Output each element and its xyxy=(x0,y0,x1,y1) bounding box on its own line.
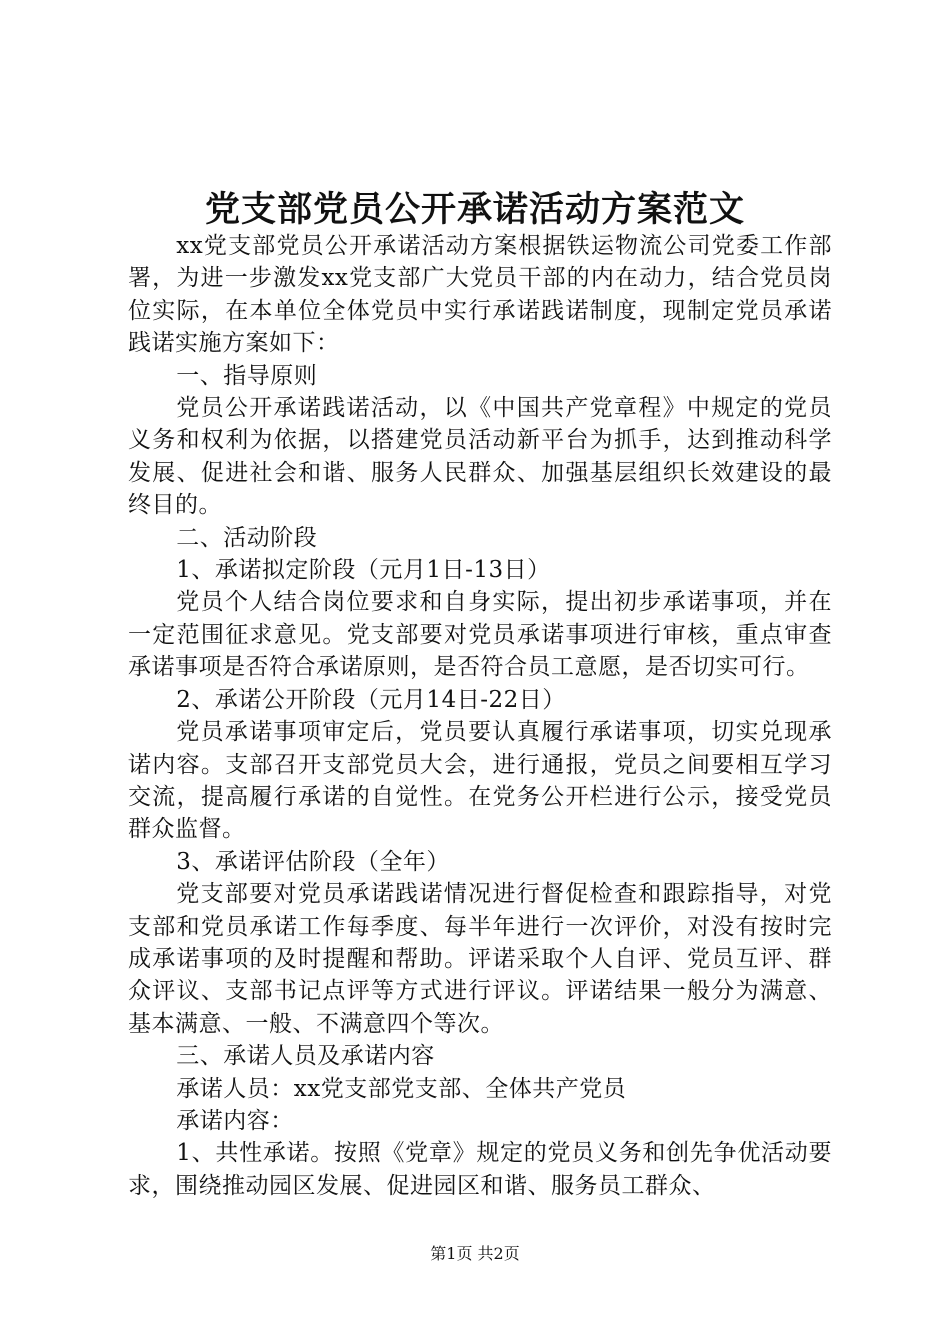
paragraph-guiding-principles: 党员公开承诺践诺活动，以《中国共产党章程》中规定的党员义务和权利为依据，以搭建党员活动新平台为抓手，达到推动科学发展、促进社会和谐、服务人民群众、加强基层组织长效建设的最终目的。 xyxy=(128,395,832,519)
subheading-stage-1: 1、承诺拟定阶段（元月1日-13日） xyxy=(176,557,551,584)
paragraph-common-commitment: 1、共性承诺。按照《党章》规定的党员义务和创先争优活动要求，围绕推动园区发展、促进园区和谐、服务员工群众、 xyxy=(128,1140,832,1199)
subheading-stage-3: 3、承诺评估阶段（全年） xyxy=(176,848,450,875)
document-body xyxy=(128,230,832,1202)
heading-activity-stages: 二、活动阶段 xyxy=(176,524,318,551)
paragraph-stage-2: 党员承诺事项审定后，党员要认真履行承诺事项，切实兑现承诺内容。支部召开支部党员大会，进行通报，党员之间要相互学习交流，提高履行承诺的自觉性。在党务公开栏进行公示，接受党员群众监督。 xyxy=(128,719,832,843)
document-title: 党支部党员公开承诺活动方案范文 xyxy=(204,189,745,230)
paragraph-commitment-content-label: 承诺内容： xyxy=(176,1107,294,1134)
subheading-stage-2: 2、承诺公开阶段（元月14日-22日） xyxy=(176,686,566,713)
page-footer: 第1页 共2页 xyxy=(430,1244,520,1263)
paragraph-commitment-persons: 承诺人员：xx党支部党支部、全体共产党员 xyxy=(176,1075,627,1102)
heading-commitment-persons: 三、承诺人员及承诺内容 xyxy=(176,1043,435,1070)
paragraph-intro: xx党支部党员公开承诺活动方案根据铁运物流公司党委工作部署，为进一步激发xx党支部广大党员干部的内在动力，结合党员岗位实际，在本单位全体党员中实行承诺践诺制度，现制定党员承诺践诺实施方案如下： xyxy=(128,233,832,357)
paragraph-stage-1: 党员个人结合岗位要求和自身实际，提出初步承诺事项，并在一定范围征求意见。党支部要对党员承诺事项进行审核，重点审查承诺事项是否符合承诺原则，是否符合员工意愿，是否切实可行。 xyxy=(128,589,832,681)
heading-guiding-principles: 一、指导原则 xyxy=(176,362,318,389)
paragraph-stage-3: 党支部要对党员承诺践诺情况进行督促检查和跟踪指导，对党支部和党员承诺工作每季度、每半年进行一次评价，对没有按时完成承诺事项的及时提醒和帮助。评诺采取个人自评、党员互评、群众评议、支部书记点评等方式进行评议。评诺结果一般分为满意、基本满意、一般、不满意四个等次。 xyxy=(128,881,832,1037)
